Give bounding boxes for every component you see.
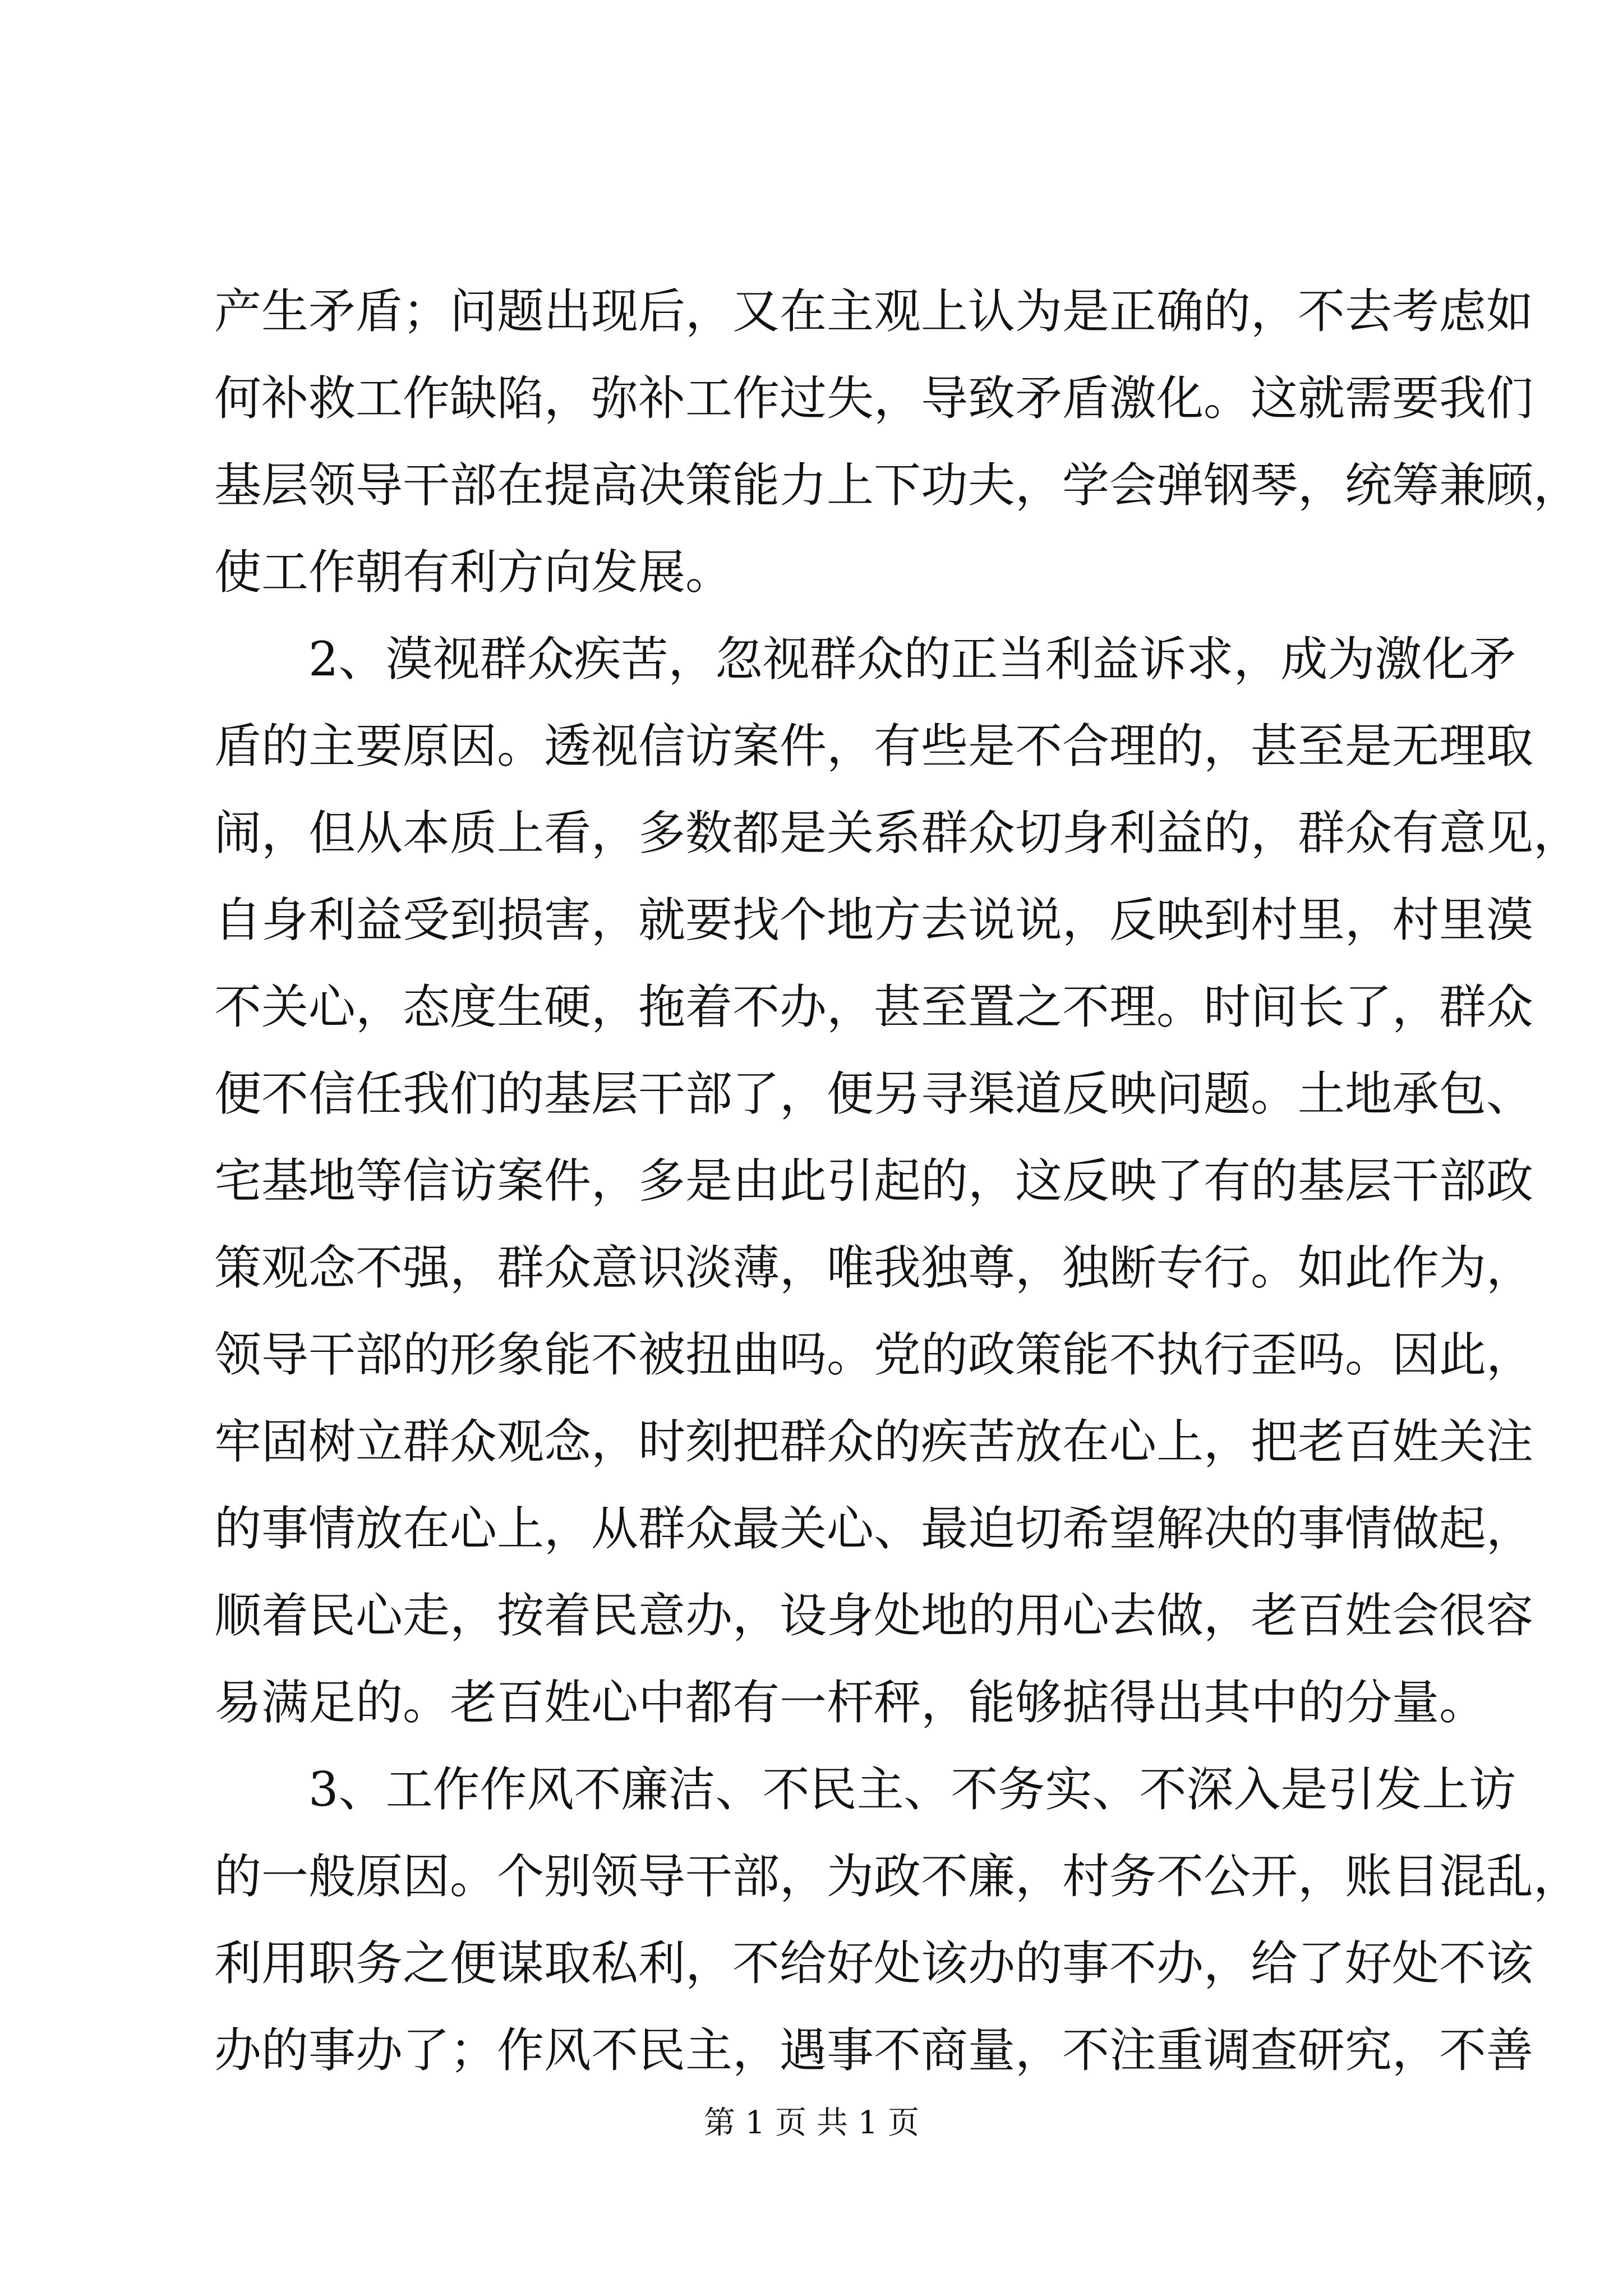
- text-line: 办的事办了；作风不民主，遇事不商量，不注重调查研究，不善: [214, 2023, 1534, 2078]
- text-line: 产生矛盾；问题出现后，又在主观上认为是正确的，不去考虑如: [214, 284, 1534, 339]
- text-line: 的事情放在心上，从群众最关心、最迫切希望解决的事情做起，: [214, 1501, 1534, 1556]
- text-line: 策观念不强，群众意识淡薄，唯我独尊，独断专行。如此作为，: [214, 1240, 1534, 1295]
- text-line: 顺着民心走，按着民意办，设身处地的用心去做，老百姓会很容: [214, 1588, 1534, 1643]
- page-footer: 第 1 页 共 1 页: [703, 2105, 920, 2141]
- text-line: 自身利益受到损害，就要找个地方去说说，反映到村里，村里漠: [214, 892, 1534, 947]
- text-line: 牢固树立群众观念，时刻把群众的疾苦放在心上，把老百姓关注: [214, 1414, 1534, 1469]
- text-line: 宅基地等信访案件，多是由此引起的，这反映了有的基层干部政: [214, 1153, 1534, 1208]
- text-line: 盾的主要原因。透视信访案件，有些是不合理的，甚至是无理取: [214, 719, 1534, 774]
- text-line: 3、工作作风不廉洁、不民主、不务实、不深入是引发上访: [214, 1762, 1516, 1817]
- document-body: [214, 268, 1581, 2094]
- text-line: 使工作朝有利方向发展。: [214, 545, 733, 600]
- text-line: 何补救工作缺陷，弥补工作过失，导致矛盾激化。这就需要我们: [214, 371, 1534, 426]
- text-line: 不关心，态度生硬，拖着不办，甚至置之不理。时间长了，群众: [214, 979, 1534, 1034]
- text-line: 易满足的。老百姓心中都有一杆秤，能够掂得出其中的分量。: [214, 1675, 1487, 1730]
- text-line: 基层领导干部在提高决策能力上下功夫，学会弹钢琴，统筹兼顾，: [214, 458, 1581, 513]
- text-line: 闹，但从本质上看，多数都是关系群众切身利益的，群众有意见，: [214, 806, 1581, 861]
- text-line: 领导干部的形象能不被扭曲吗。党的政策能不执行歪吗。因此，: [214, 1327, 1534, 1382]
- text-line: 的一般原因。个别领导干部，为政不廉，村务不公开，账目混乱，: [214, 1849, 1581, 1904]
- text-line: 利用职务之便谋取私利，不给好处该办的事不办，给了好处不该: [214, 1936, 1534, 1991]
- text-line: 便不信任我们的基层干部了，便另寻渠道反映问题。土地承包、: [214, 1066, 1534, 1121]
- text-line: 2、漠视群众疾苦，忽视群众的正当利益诉求，成为激化矛: [214, 632, 1516, 687]
